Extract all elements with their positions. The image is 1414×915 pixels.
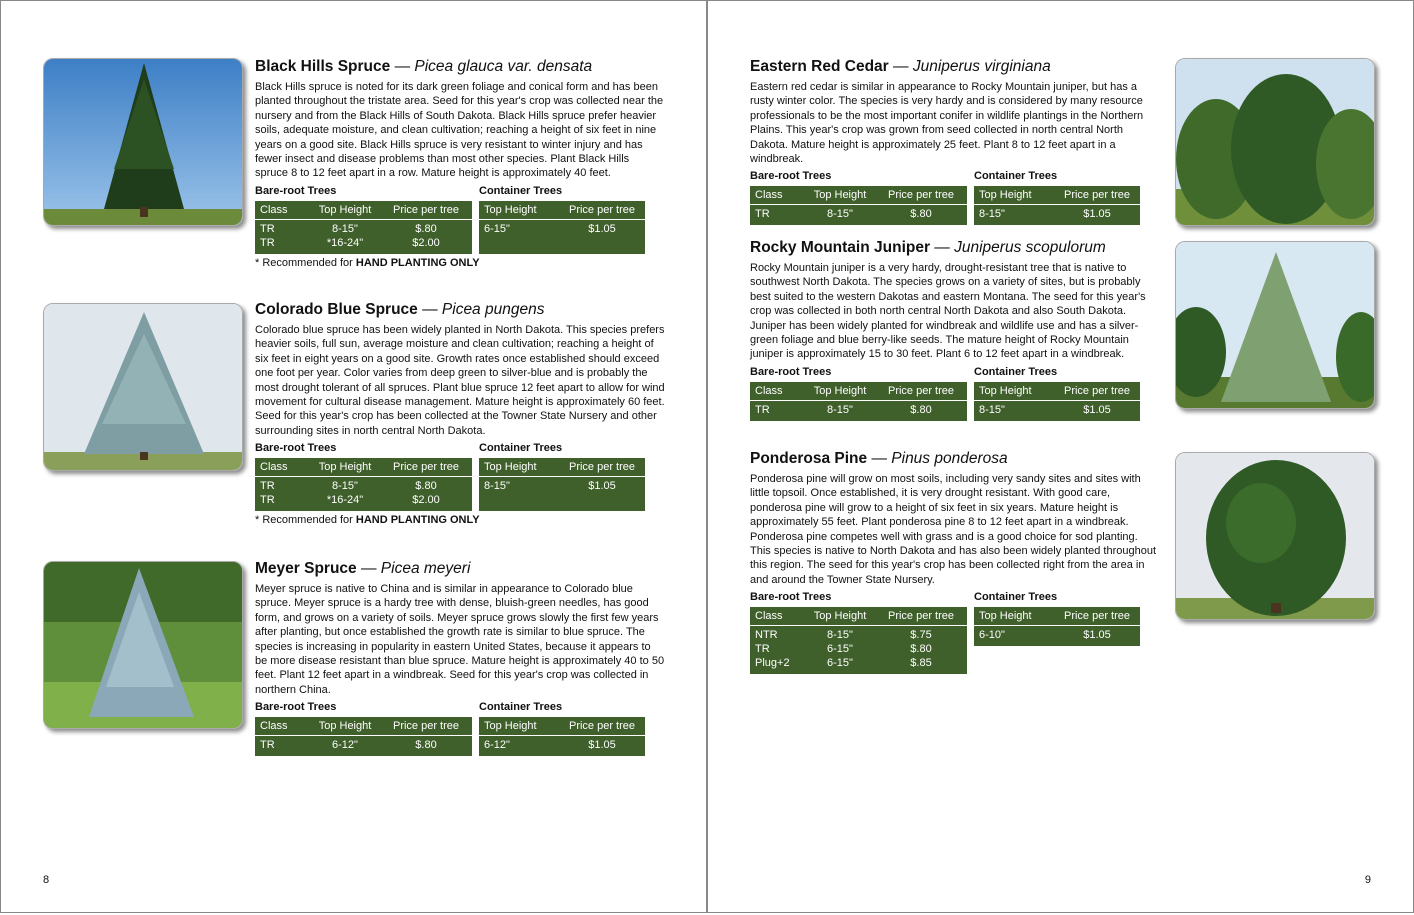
container-table: Container Trees Top Height Price per tree 8-15" $1.05 (974, 366, 1140, 421)
table-row: 8-15" $1.05 (979, 208, 1111, 221)
entry-title: Eastern Red Cedar — Juniperus virginiana (750, 58, 1051, 75)
container-table: Container Trees Top Height Price per tree 6-12" $1.05 (479, 701, 645, 756)
table-row: TR 8-15" $.80 (755, 208, 932, 221)
bareroot-table: Bare-root Trees Class Top Height Price per tree TR 8-15" $.80 (750, 170, 967, 225)
entry-title: Ponderosa Pine — Pinus ponderosa (750, 450, 1008, 467)
table-row: 8-15" $1.05 (484, 480, 616, 493)
table-row: TR 8-15" $.80 (260, 480, 437, 493)
table-row: TR 8-15" $.80 (755, 403, 932, 416)
table-row: 6-12" $1.05 (484, 739, 616, 752)
page-number: 8 (43, 874, 50, 886)
table-row: TR 6-12" $.80 (260, 739, 437, 752)
entry-title: Colorado Blue Spruce — Picea pungens (255, 301, 545, 318)
entry-rocky-mountain-juniper (750, 239, 1160, 421)
entry-colorado-blue-spruce (255, 301, 665, 526)
bareroot-table: Bare-root Trees Class Top Height Price per tree TR 8-15" $.80 TR *16-24" $2.00 (255, 442, 472, 511)
black-hills-spruce-photo (43, 58, 243, 226)
entry-description: Eastern red cedar is similar in appearance to Rocky Mountain juniper, but has a rusty winter color. The species is very hardy and is considered by many resource professionals to be the most important conifer in wildlife plantings in the Northern Plains. This year's crop was grown from seed collected in north central North Dakota. Mature height is approximately 25 feet. Plant 8 to 12 feet apart in a windbreak. (750, 81, 1144, 166)
colorado-blue-spruce-photo (43, 303, 243, 471)
entry-description: Ponderosa pine will grow on most soils, including very sandy sites and sites with little topsoil. Once established, it is very drought resistant. With good care, ponderosa pine will grow to a height of six feet in six years. Mature height is approximately 55 feet. Plant ponderosa pine 8 to 12 feet apart in a windbreak. Ponderosa pine competes well with grass and is a good choice for sod planting. This species is native to North Dakota and has also been widely planted throughout this region. The seed for this year's crop has been collected right from the area in and around the Towner State Nursery. (750, 473, 1157, 586)
table-row: TR *16-24" $2.00 (260, 494, 440, 507)
page-number: 9 (1364, 874, 1371, 886)
entry-description: Colorado blue spruce has been widely planted in North Dakota. This species prefers heavier soils, full sun, average moisture and clean cultivation; reaching a height of six feet in eight years on a good site. Growth rates once established should exceed one foot per year. Color varies from deep green to silver-blue and is probably the most drought tolerant of all spruces. Plant blue spruce 12 feet apart to allow for wind movement for cultural disease management. Mature height is approximately 60 feet. Seed for this year's crop has been collected at the Towner State Nursery and other surrounding sites in north central North Dakota. (255, 324, 665, 437)
bareroot-table: Bare-root Trees Class Top Height Price per tree NTR 8-15" $.75 TR 6-15" $.80 Plug+2 6-15" $.85 (750, 591, 967, 674)
left-page (0, 0, 707, 913)
meyer-spruce-photo (43, 561, 243, 729)
bareroot-table: Bare-root Trees Class Top Height Price per tree TR 8-15" $.80 (750, 366, 967, 421)
table-row: TR 6-15" $.80 (755, 643, 932, 656)
container-table: Container Trees Top Height Price per tree 6-10" $1.05 (974, 591, 1140, 674)
entry-description: Rocky Mountain juniper is a very hardy, drought-resistant tree that is native to southwest North Dakota. The species grows on a variety of sites, but is probably best suited to the western Dakotas and eastern Montana. The seed for this year's crop was collected in both north central North Dakota and also South Dakota. Juniper has been widely planted for windbreak and wildlife use and has a silver-green foliage and blue berry-like seeds. The mature height of Rocky Mountain juniper is approximately 15 to 30 feet. Plant 6 to 12 feet apart in a windbreak. (750, 262, 1146, 361)
hand-planting-note: * Recommended for HAND PLANTING ONLY (255, 514, 480, 527)
table-row: Plug+2 6-15" $.85 (755, 657, 932, 670)
entry-meyer-spruce (255, 560, 665, 756)
table-row: 6-15" $1.05 (484, 222, 616, 235)
hand-planting-note: * Recommended for HAND PLANTING ONLY (255, 256, 480, 269)
container-table: Container Trees Top Height Price per tree 6-15" $1.05 (479, 185, 645, 254)
table-row: TR *16-24" $2.00 (260, 236, 440, 249)
table-row: 8-15" $1.05 (979, 403, 1111, 416)
eastern-red-cedar-photo (1175, 58, 1375, 226)
entry-title: Black Hills Spruce — Picea glauca var. densata (255, 58, 593, 75)
table-row: NTR 8-15" $.75 (755, 629, 932, 642)
container-table: Container Trees Top Height Price per tree 8-15" $1.05 (974, 170, 1140, 225)
rocky-mountain-juniper-photo (1175, 241, 1375, 409)
right-page (707, 0, 1414, 913)
entry-ponderosa-pine (750, 450, 1160, 674)
entry-description: Black Hills spruce is noted for its dark green foliage and conical form and has been planted throughout the tristate area. Seed for this year's crop was collected near the nursery and from the Black Hills of South Dakota. Black Hills spruce prefer heavier soils, adequate moisture, and clean cultivation; reaching a height of six feet in nine years on a good site. Black Hills spruce is very resistant to winter injury and has fewer insect and disease problems than most other species. Plant Black Hills spruce 8 to 12 feet apart in a row. Mature height is approximately 40 feet. (255, 81, 664, 180)
entry-description: Meyer spruce is native to China and is similar in appearance to Colorado blue spruce. Meyer spruce is a hardy tree with dense, bluish-green needles, has good form, and grows on a variety of soils. Meyer spruce grows slowly the first few years after planting, but once established the growth rate is similar to blue spruce. The species is increasing in popularity in eastern United States, because it appears to be more disease resistant than blue spruce. Mature height is approximately 40 to 50 feet. Plant 12 feet apart in a windbreak. Seed for this year's crop was collected in northern China. (255, 583, 665, 696)
entry-title: Rocky Mountain Juniper — Juniperus scopulorum (750, 239, 1106, 256)
table-row: TR 8-15" $.80 (260, 222, 437, 235)
bareroot-table: Bare-root Trees Class Top Height Price per tree TR 6-12" $.80 (255, 701, 472, 756)
entry-title: Meyer Spruce — Picea meyeri (255, 560, 471, 577)
ponderosa-pine-photo (1175, 452, 1375, 620)
entry-eastern-red-cedar (750, 58, 1160, 225)
bareroot-table: Bare-root Trees Class Top Height Price per tree TR 8-15" $.80 TR *16-24" $2.00 (255, 185, 472, 254)
entry-black-hills-spruce (255, 58, 665, 269)
table-row: 6-10" $1.05 (979, 629, 1111, 642)
container-table: Container Trees Top Height Price per tree 8-15" $1.05 (479, 442, 645, 511)
